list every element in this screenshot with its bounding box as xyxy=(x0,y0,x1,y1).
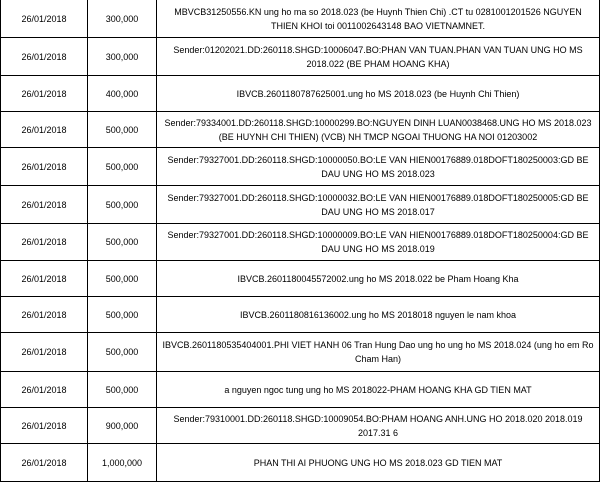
date-cell: 26/01/2018 xyxy=(1,372,88,408)
table-row xyxy=(1,224,600,261)
description-cell: Sender:79327001.DD:260118.SHGD:10000009.BO:LE VAN HIEN00176889.018DOFT180250004:GD BE DAU UNG HO MS 2018.019 xyxy=(157,224,600,261)
date-cell: 26/01/2018 xyxy=(1,333,88,372)
amount-cell: 400,000 xyxy=(88,76,157,112)
table-row xyxy=(1,112,600,148)
table-row xyxy=(1,261,600,297)
date-cell: 26/01/2018 xyxy=(1,186,88,224)
amount-cell: 500,000 xyxy=(88,112,157,148)
table-row xyxy=(1,186,600,224)
description-cell: IBVCB.2601180816136002.ung ho MS 2018018 nguyen le nam khoa xyxy=(157,297,600,333)
description-cell: IBVCB.2601180535404001.PHI VIET HANH 06 Tran Hung Dao ung ho ung ho MS 2018.024 (ung ho em Ro Cham Han) xyxy=(157,333,600,372)
description-cell: Sender:79327001.DD:260118.SHGD:10000050.BO:LE VAN HIEN00176889.018DOFT180250003:GD BE DAU UNG HO MS 2018.023 xyxy=(157,148,600,186)
date-cell: 26/01/2018 xyxy=(1,444,88,482)
amount-cell: 500,000 xyxy=(88,261,157,297)
date-cell: 26/01/2018 xyxy=(1,76,88,112)
amount-cell: 500,000 xyxy=(88,186,157,224)
description-cell: a nguyen ngoc tung ung ho MS 2018022-PHAM HOANG KHA GD TIEN MAT xyxy=(157,372,600,408)
description-cell: MBVCB31250556.KN ung ho ma so 2018.023 (be Huynh Thien Chi) .CT tu 0281001201526 NGUYEN THIEN KHOI toi 0011002643148 BAO VIETNAMNET. xyxy=(157,0,600,38)
amount-cell: 300,000 xyxy=(88,0,157,38)
amount-cell: 500,000 xyxy=(88,297,157,333)
description-cell: Sender:01202021.DD:260118.SHGD:10006047.BO:PHAN VAN TUAN.PHAN VAN TUAN UNG HO MS 2018.022 (BE PHAM HOANG KHA) xyxy=(157,38,600,76)
date-cell: 26/01/2018 xyxy=(1,224,88,261)
table-row xyxy=(1,148,600,186)
amount-cell: 1,000,000 xyxy=(88,444,157,482)
date-cell: 26/01/2018 xyxy=(1,112,88,148)
table-row xyxy=(1,372,600,408)
table-row xyxy=(1,76,600,112)
date-cell: 26/01/2018 xyxy=(1,297,88,333)
description-cell: Sender:79334001.DD:260118.SHGD:10000299.BO:NGUYEN DINH LUAN0038468.UNG HO MS 2018.023 (BE HUYNH CHI THIEN) (VCB) NH TMCP NGOAI THUONG HA NOI 01203002 xyxy=(157,112,600,148)
amount-cell: 500,000 xyxy=(88,224,157,261)
amount-cell: 500,000 xyxy=(88,148,157,186)
amount-cell: 500,000 xyxy=(88,333,157,372)
amount-cell: 900,000 xyxy=(88,408,157,444)
amount-cell: 300,000 xyxy=(88,38,157,76)
description-cell: Sender:79310001.DD:260118.SHGD:10009054.BO:PHAM HOANG ANH.UNG HO 2018.020 2018.019 2017.31 6 xyxy=(157,408,600,444)
table-row xyxy=(1,408,600,444)
table-row xyxy=(1,297,600,333)
table-row xyxy=(1,333,600,372)
date-cell: 26/01/2018 xyxy=(1,0,88,38)
table-row xyxy=(1,0,600,38)
date-cell: 26/01/2018 xyxy=(1,408,88,444)
table-row xyxy=(1,38,600,76)
date-cell: 26/01/2018 xyxy=(1,38,88,76)
description-cell: Sender:79327001.DD:260118.SHGD:10000032.BO:LE VAN HIEN00176889.018DOFT180250005:GD BE DAU UNG HO MS 2018.017 xyxy=(157,186,600,224)
date-cell: 26/01/2018 xyxy=(1,261,88,297)
description-cell: PHAN THI AI PHUONG UNG HO MS 2018.023 GD TIEN MAT xyxy=(157,444,600,482)
table-row xyxy=(1,444,600,482)
date-cell: 26/01/2018 xyxy=(1,148,88,186)
description-cell: IBVCB.2601180787625001.ung ho MS 2018.023 (be Huynh Chi Thien) xyxy=(157,76,600,112)
description-cell: IBVCB.2601180045572002.ung ho MS 2018.022 be Pham Hoang Kha xyxy=(157,261,600,297)
amount-cell: 500,000 xyxy=(88,372,157,408)
